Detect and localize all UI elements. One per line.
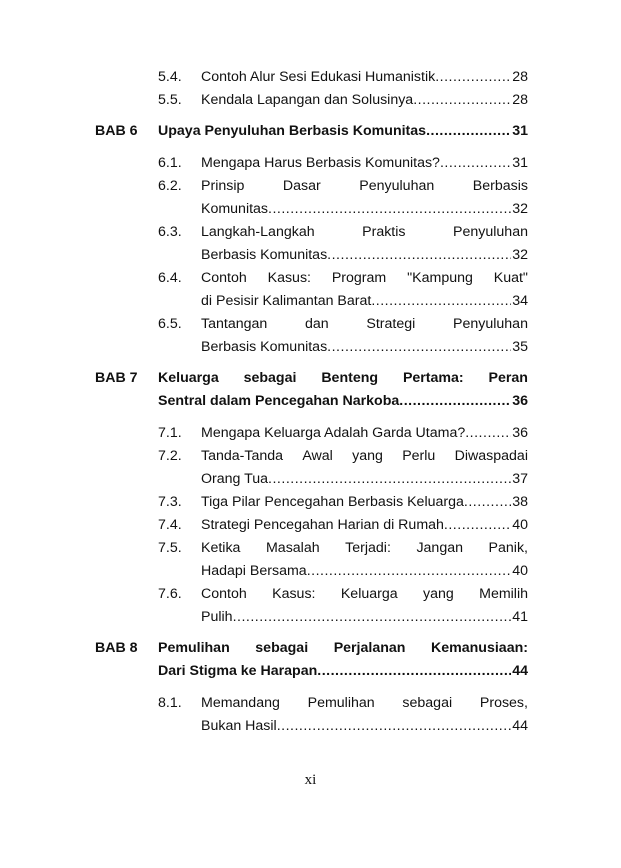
section-number: 8.1. (158, 695, 182, 711)
entry-title-word: Awal (302, 448, 333, 464)
entry-title-word: Terjadi: (345, 540, 391, 556)
section-number: 6.4. (158, 270, 182, 286)
chapter-title-line (158, 637, 528, 660)
section-title-line (201, 606, 528, 629)
entry-title-word: Memandang (201, 695, 280, 711)
entry-title-word: Strategi (366, 316, 416, 332)
page-ref: 31 (512, 123, 528, 139)
page-ref: 38 (512, 494, 528, 510)
page-ref: 35 (512, 339, 528, 355)
page-ref: 34 (512, 293, 528, 309)
entry-title-text: Pulih (201, 609, 233, 625)
entry-title-word: Contoh (201, 270, 247, 286)
section-number: 6.5. (158, 316, 182, 332)
entry-title-word: Berbasis (472, 178, 528, 194)
entry-title-word: Contoh (201, 586, 247, 602)
section-number: 6.1. (158, 155, 182, 171)
chapter-title-line (158, 120, 528, 143)
entry-title-text: di Pesisir Kalimantan Barat (201, 293, 372, 309)
entry-title-word: yang (352, 448, 383, 464)
entry-title-text: Mengapa Harus Berbasis Komunitas? (201, 155, 440, 171)
page-ref: 37 (512, 471, 528, 487)
dot-leader (317, 660, 511, 683)
page-number: xi (304, 772, 317, 788)
entry-title-word: yang (423, 586, 454, 602)
entry-title-word: Kasus: (267, 270, 311, 286)
page-ref: 44 (512, 718, 528, 734)
section-title-line (201, 336, 528, 359)
dot-leader (233, 606, 512, 629)
section-number: 7.5. (158, 540, 182, 556)
entry-title-word: Diwaspadai (454, 448, 528, 464)
page-ref: 32 (512, 201, 528, 217)
entry-title-word: Benteng (321, 370, 379, 386)
chapter-label: BAB 7 (95, 370, 138, 386)
section-number: 7.3. (158, 494, 182, 510)
entry-title-word: Praktis (362, 224, 406, 240)
dot-leader (268, 198, 511, 221)
entry-title-text: Dari Stigma ke Harapan (158, 663, 318, 679)
entry-title-word: Pemulihan (307, 695, 375, 711)
section-title-line (201, 175, 528, 198)
entry-title-word: Keluarga (340, 586, 398, 602)
entry-title-word: Penyuluhan (359, 178, 435, 194)
chapter-title-line (158, 367, 528, 390)
entry-title-word: sebagai (255, 640, 309, 656)
section-title-line (201, 221, 528, 244)
section-title-line (201, 66, 528, 89)
section-title-line (201, 692, 528, 715)
section-title-line (201, 514, 528, 537)
section-number: 5.5. (158, 92, 182, 108)
entry-title-text: Komunitas (201, 201, 269, 217)
entry-title-text: Sentral dalam Pencegahan Narkoba (158, 393, 400, 409)
dot-leader (435, 66, 511, 89)
section-title-line (201, 313, 528, 336)
entry-title-word: Perlu (402, 448, 436, 464)
entry-title-word: Kuat" (493, 270, 528, 286)
entry-title-word: Tantangan (201, 316, 268, 332)
section-number: 6.2. (158, 178, 182, 194)
entry-title-word: Pertama: (402, 370, 464, 386)
section-number: 7.1. (158, 425, 182, 441)
section-title-line (201, 537, 528, 560)
section-title-line (201, 491, 528, 514)
entry-title-word: sebagai (243, 370, 297, 386)
page-ref: 28 (512, 69, 528, 85)
entry-title-text: Berbasis Komunitas (201, 339, 328, 355)
chapter-label: BAB 6 (95, 123, 138, 139)
entry-title-word: Perjalanan (333, 640, 406, 656)
dot-leader (440, 152, 511, 175)
page-ref: 32 (512, 247, 528, 263)
dot-leader (464, 491, 511, 514)
section-title-line (201, 267, 528, 290)
entry-title-word: Jangan (416, 540, 463, 556)
entry-title-word: sebagai (402, 695, 453, 711)
entry-title-text: Tiga Pilar Pencegahan Berbasis Keluarga (201, 494, 464, 510)
entry-title-text: Bukan Hasil (201, 718, 277, 734)
entry-title-word: Memilih (479, 586, 528, 602)
section-title-line (201, 445, 528, 468)
entry-title-word: Panik, (488, 540, 528, 556)
entry-title-word: Proses, (479, 695, 528, 711)
section-title-line (201, 468, 528, 491)
entry-title-word: "Kampung (407, 270, 473, 286)
entry-title-text: Upaya Penyuluhan Berbasis Komunitas (158, 123, 427, 139)
chapter-title-line (158, 390, 528, 413)
dot-leader (327, 336, 511, 359)
entry-title-word: Program (331, 270, 387, 286)
page-ref: 31 (512, 155, 528, 171)
section-number: 6.3. (158, 224, 182, 240)
page-ref: 36 (512, 393, 528, 409)
dot-leader (444, 514, 511, 537)
section-title-line (201, 290, 528, 313)
dot-leader (277, 715, 512, 738)
entry-title-word: Kasus: (272, 586, 316, 602)
entry-title-word: Masalah (265, 540, 320, 556)
dot-leader (465, 422, 511, 445)
section-title-line (201, 244, 528, 267)
entry-title-word: Kemanusiaan: (431, 640, 528, 656)
entry-title-text: Orang Tua (201, 471, 269, 487)
section-title-line (201, 715, 528, 738)
dot-leader (426, 120, 511, 143)
entry-title-word: Langkah-Langkah (201, 224, 315, 240)
entry-title-word: Keluarga (158, 370, 219, 386)
page-ref: 44 (512, 663, 528, 679)
section-title-line (201, 422, 528, 445)
dot-leader (268, 468, 511, 491)
entry-title-text: Kendala Lapangan dan Solusinya (201, 92, 414, 108)
dot-leader (413, 89, 511, 112)
chapter-label: BAB 8 (95, 640, 138, 656)
page-ref: 28 (512, 92, 528, 108)
entry-title-word: Prinsip (201, 178, 245, 194)
entry-title-text: Hadapi Bersama (201, 563, 307, 579)
entry-title-word: Dasar (282, 178, 321, 194)
dot-leader (399, 390, 511, 413)
dot-leader (371, 290, 511, 313)
section-title-line (201, 152, 528, 175)
entry-title-word: Penyuluhan (453, 316, 528, 332)
entry-title-word: Peran (488, 370, 528, 386)
page-ref: 40 (512, 563, 528, 579)
entry-title-text: Mengapa Keluarga Adalah Garda Utama? (201, 425, 466, 441)
entry-title-word: Ketika (201, 540, 241, 556)
entry-title-text: Strategi Pencegahan Harian di Rumah (201, 517, 444, 533)
section-title-line (201, 583, 528, 606)
dot-leader (327, 244, 511, 267)
page-ref: 36 (512, 425, 528, 441)
section-number: 7.4. (158, 517, 182, 533)
entry-title-word: dan (305, 316, 329, 332)
section-number: 7.2. (158, 448, 182, 464)
section-number: 7.6. (158, 586, 182, 602)
page-ref: 40 (512, 517, 528, 533)
chapter-title-line (158, 660, 528, 683)
entry-title-word: Penyuluhan (453, 224, 528, 240)
section-title-line (201, 198, 528, 221)
section-title-line (201, 560, 528, 583)
entry-title-text: Contoh Alur Sesi Edukasi Humanistik (201, 69, 436, 85)
dot-leader (307, 560, 512, 583)
entry-title-text: Berbasis Komunitas (201, 247, 328, 263)
section-number: 5.4. (158, 69, 182, 85)
entry-title-word: Pemulihan (158, 640, 230, 656)
entry-title-word: Tanda-Tanda (201, 448, 284, 464)
section-title-line (201, 89, 528, 112)
page-ref: 41 (512, 609, 528, 625)
